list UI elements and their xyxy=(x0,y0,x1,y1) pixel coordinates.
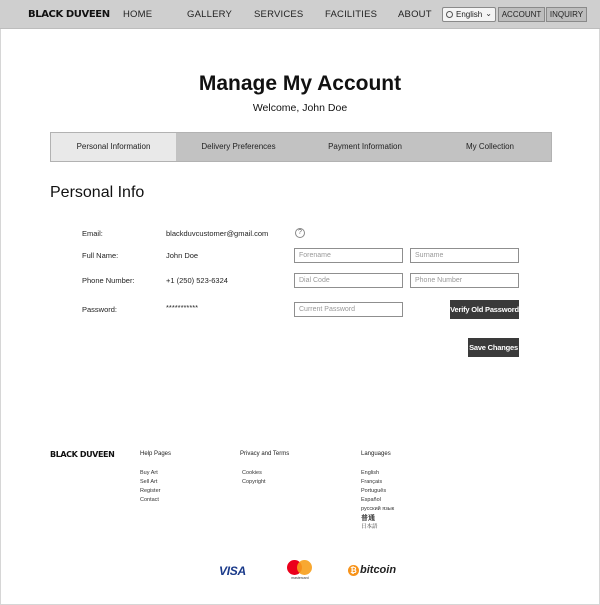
chevron-down-icon: ⌄ xyxy=(485,9,492,18)
section-title: Personal Info xyxy=(50,184,145,201)
account-tabs xyxy=(50,132,552,162)
footer-link-sell-art[interactable]: Sell Art xyxy=(140,479,158,485)
verify-old-password-button[interactable]: Verify Old Password xyxy=(450,300,519,319)
language-option-russian[interactable]: русский язык xyxy=(361,506,395,512)
bitcoin-wordmark: bitcoin xyxy=(360,564,397,576)
language-option-portuguese[interactable]: Português xyxy=(361,488,387,494)
language-value: English xyxy=(456,10,483,19)
footer-languages-list xyxy=(361,469,394,532)
footer-link-buy-art[interactable]: Buy Art xyxy=(140,470,158,476)
language-option-japanese[interactable]: 日本語 xyxy=(361,524,378,530)
help-icon[interactable]: ? xyxy=(295,228,305,238)
surname-input[interactable]: Surname xyxy=(410,248,519,263)
dial-code-input[interactable]: Dial Code xyxy=(294,273,403,288)
phone-label: Phone Number: xyxy=(82,276,135,285)
visa-logo: VISA xyxy=(219,564,246,578)
brand-logo[interactable]: BLACK DUVEEN xyxy=(28,9,110,20)
footer-link-contact[interactable]: Contact xyxy=(140,497,159,503)
tab-payment-information[interactable]: Payment Information xyxy=(328,142,402,151)
current-password-input[interactable]: Current Password xyxy=(294,302,403,317)
phone-number-input[interactable]: Phone Number xyxy=(410,273,519,288)
bitcoin-logo xyxy=(348,564,396,576)
nav-facilities[interactable]: FACILITIES xyxy=(325,9,378,20)
footer-link-cookies[interactable]: Cookies xyxy=(242,470,262,476)
footer-privacy-list xyxy=(242,469,266,487)
fullname-value: John Doe xyxy=(166,251,199,260)
top-navigation-bar xyxy=(0,0,600,29)
footer-help-list xyxy=(140,469,160,505)
footer-help-heading: Help Pages xyxy=(140,451,172,457)
email-value: blackduvcustomer@gmail.com xyxy=(166,229,269,238)
nav-about[interactable]: ABOUT xyxy=(398,9,432,20)
bitcoin-icon: ₿ xyxy=(348,565,359,576)
phone-value: +1 (250) 523-6324 xyxy=(166,276,228,285)
globe-icon xyxy=(446,11,453,18)
fullname-label: Full Name: xyxy=(82,251,119,260)
footer-languages-heading: Languages xyxy=(361,451,391,457)
tab-delivery-preferences[interactable]: Delivery Preferences xyxy=(201,142,276,151)
nav-home[interactable]: HOME xyxy=(123,9,153,20)
footer-brand[interactable]: BLACK DUVEEN xyxy=(50,450,115,459)
mastercard-logo xyxy=(287,560,313,580)
email-label: Email: xyxy=(82,229,103,238)
footer-privacy-heading: Privacy and Terms xyxy=(240,451,290,457)
password-label: Password: xyxy=(82,305,118,314)
mastercard-wordmark: mastercard xyxy=(291,576,309,580)
tab-my-collection[interactable]: My Collection xyxy=(465,142,514,151)
language-option-french[interactable]: Français xyxy=(361,479,383,485)
nav-gallery[interactable]: GALLERY xyxy=(187,9,233,20)
forename-input[interactable]: Forename xyxy=(294,248,403,263)
language-select[interactable] xyxy=(442,7,496,22)
language-option-chinese[interactable]: 普通 xyxy=(361,515,375,522)
footer-link-register[interactable]: Register xyxy=(140,488,161,494)
welcome-text: Welcome, John Doe xyxy=(252,102,348,114)
nav-services[interactable]: SERVICES xyxy=(254,9,304,20)
language-option-spanish[interactable]: Español xyxy=(361,497,381,503)
mastercard-orange-circle xyxy=(297,560,312,575)
inquiry-button[interactable]: INQUIRY xyxy=(546,7,587,22)
footer-link-copyright[interactable]: Copyright xyxy=(242,479,266,485)
save-changes-button[interactable]: Save Changes xyxy=(468,338,519,357)
language-option-english[interactable]: English xyxy=(361,470,380,476)
tab-personal-information[interactable]: Personal Information xyxy=(51,133,176,161)
account-button[interactable]: ACCOUNT xyxy=(498,7,545,22)
password-value: *********** xyxy=(166,303,199,312)
page-title: Manage My Account xyxy=(198,72,402,95)
